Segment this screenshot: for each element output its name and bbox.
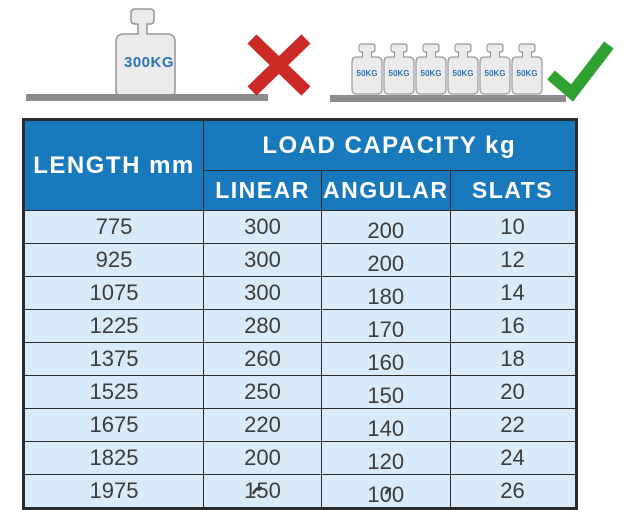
cell-linear: 260	[204, 343, 322, 376]
cell-length: 1225	[24, 310, 204, 343]
cell-angular: 180	[322, 277, 451, 310]
cell-angular: 120	[322, 442, 451, 475]
linear-header: LINEAR	[204, 171, 322, 211]
platform-right	[330, 95, 566, 102]
cell-slats: 18	[450, 343, 576, 376]
cropped-marks	[248, 484, 398, 494]
cell-slats: 14	[450, 277, 576, 310]
check-icon	[545, 40, 617, 100]
cell-angular: 200	[322, 211, 451, 244]
cell-angular: 140	[322, 409, 451, 442]
table-row	[24, 277, 577, 310]
small-weight-label: 50KG	[484, 69, 506, 78]
big-weight-label: 300KG	[123, 54, 175, 71]
cell-angular: 170	[322, 310, 451, 343]
cell-linear: 300	[204, 277, 322, 310]
cell-length: 775	[24, 211, 204, 244]
table-row	[24, 442, 577, 475]
cell-linear: 300	[204, 211, 322, 244]
cell-linear: 150	[204, 475, 322, 509]
cell-length: 1825	[24, 442, 204, 475]
cell-slats: 22	[450, 409, 576, 442]
cell-linear: 200	[204, 442, 322, 475]
cell-linear: 250	[204, 376, 322, 409]
header-row-main	[24, 120, 577, 171]
cell-length: 1375	[24, 343, 204, 376]
small-weight-label: 50KG	[388, 69, 410, 78]
load-capacity-table	[22, 118, 578, 510]
cell-linear: 300	[204, 244, 322, 277]
cell-slats: 24	[450, 442, 576, 475]
cell-angular: 150	[322, 376, 451, 409]
cell-length: 1975	[24, 475, 204, 509]
table-row	[24, 343, 577, 376]
cell-length: 1525	[24, 376, 204, 409]
cell-angular: 200	[322, 244, 451, 277]
small-weight-label: 50KG	[516, 69, 538, 78]
cell-slats: 12	[450, 244, 576, 277]
angular-header: ANGULAR	[322, 171, 451, 211]
cell-length: 1075	[24, 277, 204, 310]
cell-angular: 160	[322, 343, 451, 376]
big-weight-icon	[110, 3, 190, 99]
small-weight-label: 50KG	[356, 69, 378, 78]
table-row	[24, 409, 577, 442]
cell-linear: 220	[204, 409, 322, 442]
table-row	[24, 310, 577, 343]
load-capacity-header: LOAD CAPACITY kg	[204, 120, 577, 171]
cell-angular: 100	[322, 475, 451, 509]
slats-header: SLATS	[450, 171, 576, 211]
cell-linear: 280	[204, 310, 322, 343]
small-weight-label: 50KG	[420, 69, 442, 78]
table-row	[24, 211, 577, 244]
length-header: LENGTH mm	[24, 120, 204, 211]
cell-slats: 26	[450, 475, 576, 509]
table-row	[24, 376, 577, 409]
small-weight-label: 50KG	[452, 69, 474, 78]
table-row	[24, 244, 577, 277]
cell-slats: 10	[450, 211, 576, 244]
cell-length: 1675	[24, 409, 204, 442]
cell-slats: 16	[450, 310, 576, 343]
cell-length: 925	[24, 244, 204, 277]
cross-icon	[246, 36, 312, 94]
cell-slats: 20	[450, 376, 576, 409]
platform-left	[26, 94, 268, 101]
